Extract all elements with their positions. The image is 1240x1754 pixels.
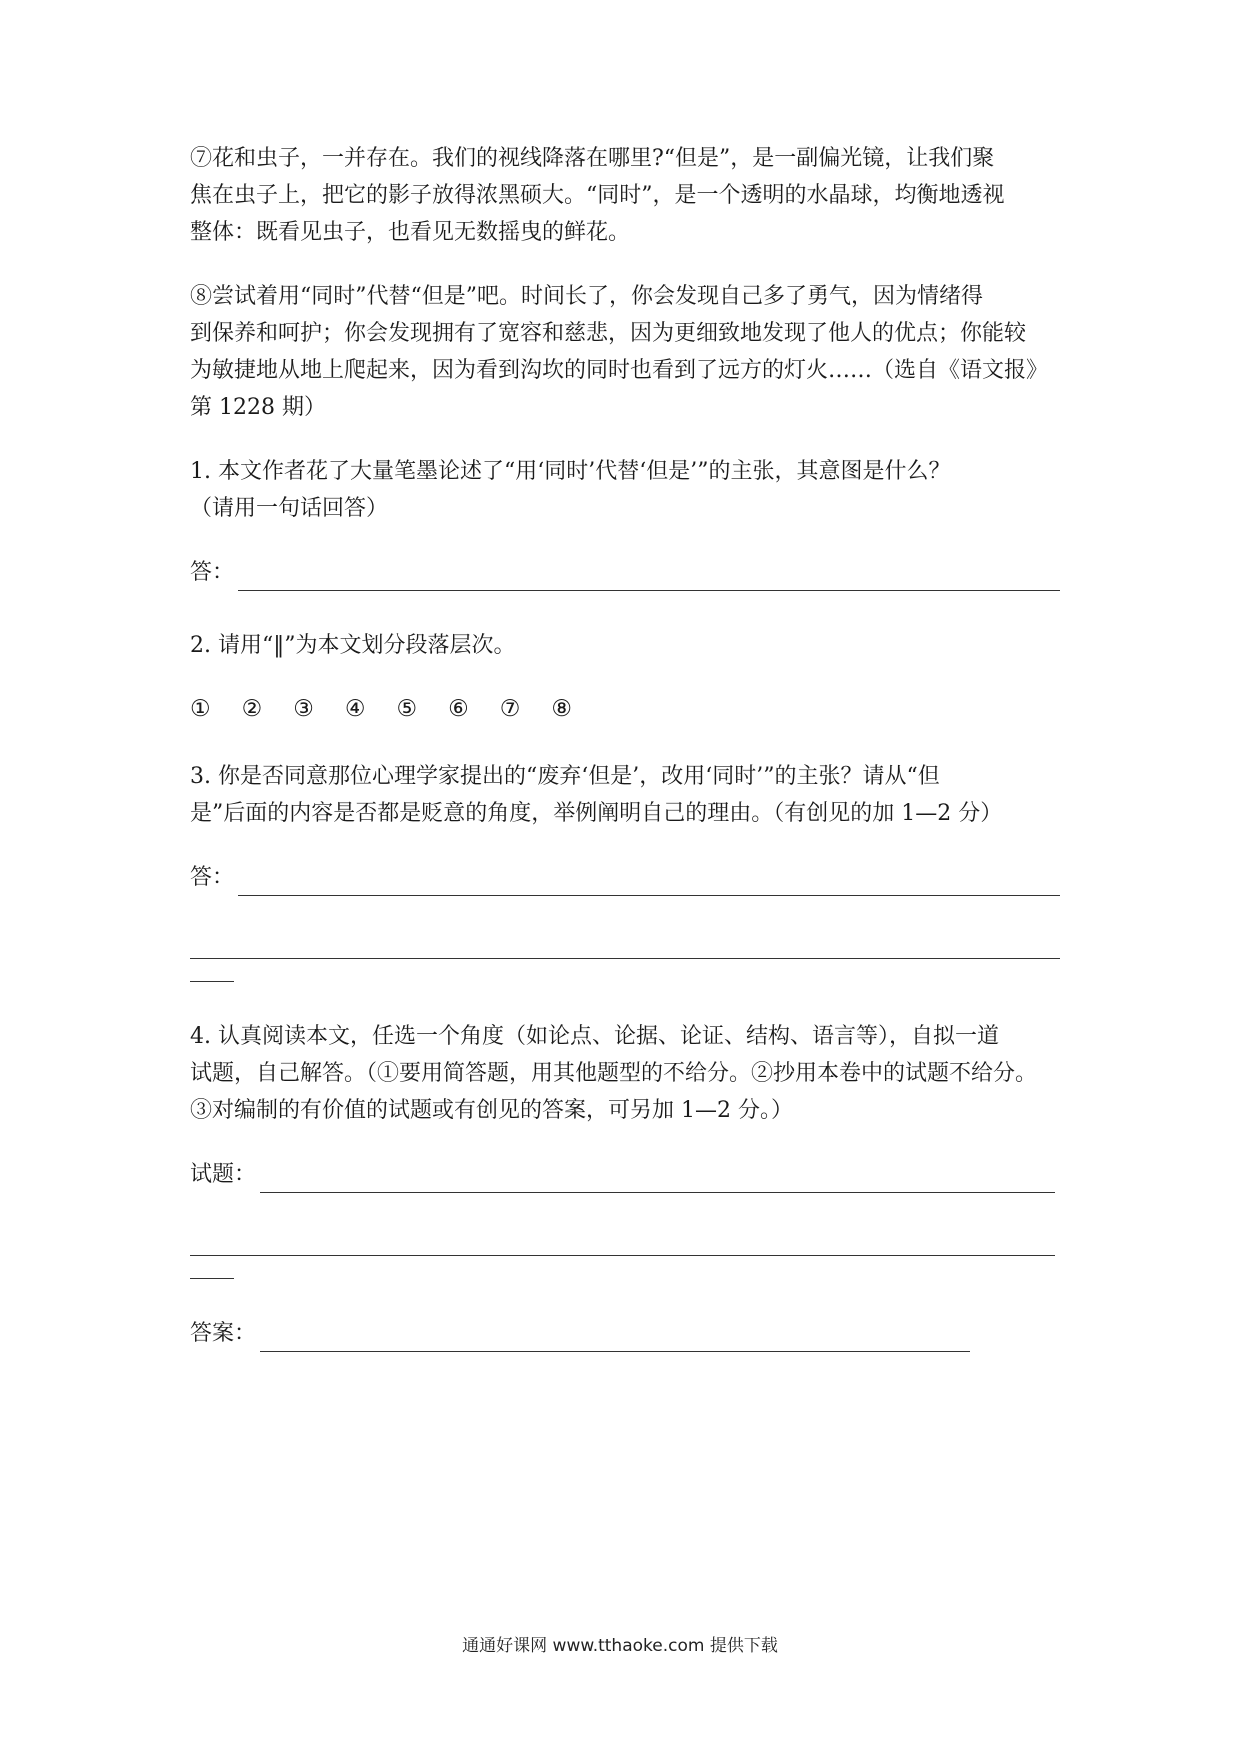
question-line: 3. 你是否同意那位心理学家提出的“废弃‘但是’，改用‘同时’”的主张？请从“但 (190, 764, 940, 789)
answer-blank-continuation[interactable] (190, 932, 1060, 959)
marker-2[interactable]: ② (241, 696, 263, 722)
paragraph-line: 第 1228 期） (190, 395, 326, 420)
q3-answer-field[interactable] (190, 859, 1060, 896)
question-blank-continuation[interactable] (190, 1229, 1055, 1256)
page-footer: 通通好课网 www.tthaoke.com 提供下载 (462, 1636, 778, 1656)
q4-answer-field[interactable] (190, 1315, 970, 1352)
question-4 (190, 1018, 1060, 1129)
paragraph-line: 为敏捷地从地上爬起来，因为看到沟坎的同时也看到了远方的灯火……（选自《语文报》 (190, 358, 1049, 383)
q1-answer-field[interactable] (190, 554, 1060, 591)
paragraph-8 (190, 278, 1060, 426)
paragraph-line: 整体：既看见虫子，也看见无数摇曳的鲜花。 (190, 220, 631, 245)
paragraph-markers (190, 691, 1060, 728)
marker-8[interactable]: ⑧ (551, 696, 572, 722)
question-line: 1. 本文作者花了大量笔墨论述了“用‘同时’代替‘但是’”的主张，其意图是什么？ (190, 459, 951, 484)
paragraph-7 (190, 140, 1060, 251)
paragraph-line: ⑦花和虫子，一并存在。我们的视线降落在哪里?“但是”，是一副偏光镜，让我们聚 (190, 146, 995, 171)
marker-4[interactable]: ④ (344, 696, 366, 722)
marker-6[interactable]: ⑥ (448, 696, 469, 722)
answer-blank[interactable] (238, 869, 1060, 896)
question-1 (190, 453, 1060, 527)
paragraph-line: 焦在虫子上，把它的影子放得浓黑硕大。“同时”，是一个透明的水晶球，均衡地透视 (190, 183, 1005, 208)
answer-label: 答案： (190, 1321, 257, 1346)
question-3 (190, 758, 1060, 832)
paragraph-line: 到保养和呵护；你会发现拥有了宽容和慈悲，因为更细致地发现了他人的优点；你能较 (190, 321, 1027, 346)
question-line: 是”后面的内容是否都是贬意的角度，举例阐明自己的理由。（有创见的加 1—2 分） (190, 801, 1003, 826)
answer-label: 答： (190, 865, 235, 890)
marker-7[interactable]: ⑦ (499, 696, 521, 722)
marker-3[interactable]: ③ (293, 696, 314, 722)
answer-blank-tail[interactable] (190, 961, 234, 982)
answer-blank[interactable] (238, 564, 1060, 591)
question-line: 试题，自己解答。（①要用简答题，用其他题型的不给分。②抄用本卷中的试题不给分。 (190, 1061, 1038, 1086)
paragraph-line: ⑧尝试着用“同时”代替“但是”吧。时间长了，你会发现自己多了勇气，因为情绪得 (190, 284, 983, 309)
question-label: 试题： (190, 1162, 257, 1187)
question-blank[interactable] (260, 1166, 1055, 1193)
question-line: （请用一句话回答） (190, 496, 389, 521)
question-2 (190, 627, 1060, 664)
answer-label: 答： (190, 560, 235, 585)
answer-blank[interactable] (260, 1325, 970, 1352)
document-page (190, 140, 1060, 1388)
marker-5[interactable]: ⑤ (396, 696, 418, 722)
question-blank-tail[interactable] (190, 1258, 234, 1279)
question-line: 2. 请用“‖”为本文划分段落层次。 (190, 633, 516, 658)
marker-1[interactable]: ① (190, 696, 211, 722)
question-line: 4. 认真阅读本文，任选一个角度（如论点、论据、论证、结构、语言等），自拟一道 (190, 1024, 999, 1049)
q4-question-field[interactable] (190, 1156, 1055, 1193)
question-line: ③对编制的有价值的试题或有创见的答案，可另加 1—2 分。） (190, 1098, 793, 1123)
